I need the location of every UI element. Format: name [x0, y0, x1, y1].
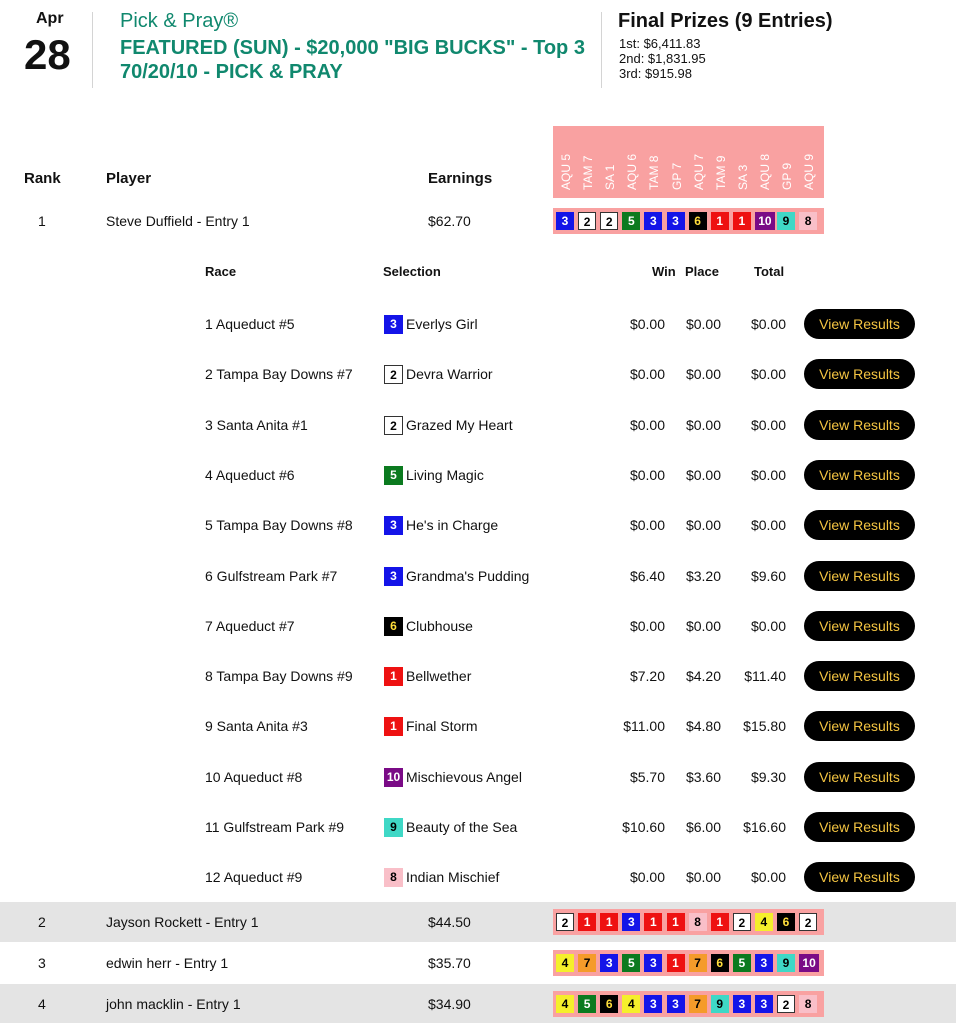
detail-total: $0.00: [750, 869, 786, 886]
pick-number: 3: [667, 995, 685, 1013]
detail-win: $5.70: [629, 768, 665, 785]
prizes-title: Final Prizes (9 Entries): [618, 10, 833, 32]
detail-win: $0.00: [629, 466, 665, 483]
pick-number: 7: [578, 954, 596, 972]
pick-number: 3: [755, 995, 773, 1013]
pick-number: 6: [600, 995, 618, 1013]
earnings-header: Earnings: [428, 170, 493, 187]
detail-race: 9 Santa Anita #3: [205, 718, 308, 735]
pick-number: 3: [644, 995, 662, 1013]
date-day: 28: [24, 31, 71, 78]
pick-number: 10: [799, 954, 819, 972]
pick-number: 1: [711, 212, 729, 230]
player-earnings: $34.90: [428, 996, 471, 1012]
detail-win: $0.00: [629, 617, 665, 634]
detail-total: $15.80: [743, 718, 786, 735]
pick-number: 5: [622, 954, 640, 972]
selection-number-chip: 5: [384, 466, 403, 485]
detail-win: $0.00: [629, 316, 665, 332]
player-rank: 1: [38, 213, 46, 229]
rank-header: Rank: [24, 170, 61, 187]
detail-total: $0.00: [750, 366, 786, 383]
selection-number-chip: 10: [384, 768, 403, 787]
detail-horse-name: He's in Charge: [406, 517, 499, 534]
detail-win: $11.00: [623, 718, 665, 735]
selection-number-chip: 1: [384, 717, 403, 736]
detail-total: $0.00: [750, 316, 786, 332]
detail-race-header: Race: [205, 264, 237, 279]
pick-number: 3: [755, 954, 773, 972]
detail-place: $0.00: [685, 316, 721, 332]
pick-number: 2: [777, 995, 795, 1013]
detail-race: 12 Aqueduct #9: [205, 869, 303, 886]
detail-place: $4.20: [685, 668, 721, 685]
player-earnings: $35.70: [428, 955, 471, 971]
view-results-button[interactable]: View Results: [804, 359, 915, 389]
detail-place-header: Place: [685, 264, 719, 279]
race-column-label: GP 9: [780, 162, 794, 190]
pick-number: 5: [733, 954, 751, 972]
view-results-button[interactable]: View Results: [804, 661, 915, 691]
race-column-label: TAM 9: [713, 155, 728, 190]
pick-strip[interactable]: [553, 208, 824, 234]
pick-number: 1: [711, 913, 729, 931]
detail-place: $0.00: [685, 517, 721, 534]
prize-first: 1st: $6,411.83: [619, 36, 701, 51]
selection-number-chip: 2: [384, 416, 403, 435]
race-column-label: SA 3: [735, 164, 750, 190]
pick-number: 7: [689, 954, 707, 972]
detail-horse-name: Mischievous Angel: [406, 768, 522, 785]
detail-horse-name: Bellwether: [406, 668, 472, 685]
detail-place: $0.00: [685, 617, 721, 634]
detail-race: 2 Tampa Bay Downs #7: [205, 366, 353, 383]
detail-total: $9.30: [750, 768, 786, 785]
detail-total: $16.60: [743, 819, 786, 835]
pick-number: 2: [799, 913, 817, 931]
detail-total: $0.00: [750, 617, 786, 634]
detail-total-header: Total: [754, 264, 785, 279]
pick-strip[interactable]: [553, 991, 824, 1017]
pick-number: 1: [667, 913, 685, 931]
view-results-button[interactable]: View Results: [804, 862, 915, 892]
pick-number: 2: [733, 913, 751, 931]
player-name[interactable]: Steve Duffield - Entry 1: [106, 213, 250, 229]
view-results-button[interactable]: View Results: [804, 611, 915, 641]
detail-race: 4 Aqueduct #6: [205, 466, 295, 483]
pick-number: 1: [644, 913, 662, 931]
race-column-label: TAM 8: [647, 155, 662, 190]
detail-win: $0.00: [629, 366, 665, 383]
pick-number: 3: [733, 995, 751, 1013]
detail-total: $0.00: [750, 466, 786, 483]
detail-win: $6.40: [629, 567, 665, 584]
race-header: [553, 126, 824, 198]
view-results-button[interactable]: View Results: [804, 812, 915, 842]
detail-place: $0.00: [685, 416, 721, 433]
pick-number: 1: [578, 913, 596, 931]
pick-number: 3: [622, 913, 640, 931]
pick-number: 8: [799, 995, 817, 1013]
detail-race: 8 Tampa Bay Downs #9: [205, 668, 353, 685]
selection-number-chip: 3: [384, 567, 403, 586]
pick-number: 2: [556, 913, 574, 931]
race-column-label: GP 7: [669, 162, 684, 190]
detail-horse-name: Beauty of the Sea: [406, 819, 518, 835]
detail-horse-name: Devra Warrior: [406, 366, 493, 383]
race-column-label: AQU 9: [802, 153, 817, 190]
pick-number: 2: [578, 212, 596, 230]
pick-strip[interactable]: [553, 909, 824, 935]
pick-number: 3: [556, 212, 574, 230]
divider: [92, 12, 93, 88]
pick-number: 5: [622, 212, 640, 230]
race-column-label: TAM 7: [581, 155, 596, 190]
detail-race: 7 Aqueduct #7: [205, 617, 295, 634]
pick-number: 6: [689, 212, 707, 230]
detail-horse-name: Final Storm: [406, 718, 478, 735]
view-results-button[interactable]: View Results: [804, 762, 915, 792]
view-results-button[interactable]: View Results: [804, 410, 915, 440]
detail-win: $10.60: [622, 819, 665, 835]
detail-place: $0.00: [685, 869, 721, 886]
view-results-button[interactable]: View Results: [804, 711, 915, 741]
pick-number: 3: [600, 954, 618, 972]
detail-horse-name: Clubhouse: [406, 617, 473, 634]
detail-horse-name: Grandma's Pudding: [406, 567, 530, 584]
detail-place: $0.00: [685, 466, 721, 483]
detail-win: $0.00: [629, 517, 665, 534]
detail-horse-name: Grazed My Heart: [406, 416, 513, 433]
detail-place: $3.60: [685, 768, 721, 785]
detail-total: $0.00: [750, 416, 786, 433]
pick-number: 6: [711, 954, 729, 972]
pick-number: 4: [622, 995, 640, 1013]
pick-number: 1: [600, 913, 618, 931]
race-column-label: AQU 7: [691, 153, 706, 190]
race-column-label: SA 1: [603, 164, 618, 190]
pick-number: 3: [644, 954, 662, 972]
player-rank: 2: [38, 914, 46, 930]
detail-place: $3.20: [685, 567, 721, 584]
detail-win-header: Win: [652, 264, 676, 279]
detail-win: $7.20: [629, 668, 665, 685]
prize-second: 2nd: $1,831.95: [619, 51, 706, 66]
view-results-button[interactable]: View Results: [804, 460, 915, 490]
selection-number-chip: 1: [384, 667, 403, 686]
pick-number: 9: [711, 995, 729, 1013]
pick-number: 8: [799, 212, 817, 230]
player-name[interactable]: Jayson Rockett - Entry 1: [106, 914, 259, 930]
contest-brand: Pick & Pray®: [120, 10, 239, 32]
detail-race: 11 Gulfstream Park #9: [205, 819, 345, 835]
pick-number: 1: [667, 954, 685, 972]
player-name[interactable]: edwin herr - Entry 1: [106, 955, 229, 971]
pick-number: 9: [777, 954, 795, 972]
divider: [601, 12, 602, 88]
player-earnings: $44.50: [428, 914, 471, 930]
detail-selection-header: Selection: [383, 264, 441, 279]
pick-number: 4: [755, 913, 773, 931]
detail-total: $0.00: [750, 517, 786, 534]
detail-horse-name: Living Magic: [406, 466, 484, 483]
pick-number: 4: [556, 995, 574, 1013]
contest-title: FEATURED (SUN) - $20,000 "BIG BUCKS" - Top 3 70/20/10 - PICK & PRAY: [120, 37, 585, 83]
selection-number-chip: 3: [384, 315, 403, 334]
pick-number: 4: [556, 954, 574, 972]
detail-win: $0.00: [629, 416, 665, 433]
detail-total: $9.60: [750, 567, 786, 584]
pick-strip[interactable]: [553, 950, 824, 976]
detail-horse-name: Everlys Girl: [406, 316, 478, 332]
selection-number-chip: 3: [384, 516, 403, 535]
detail-total: $11.40: [744, 668, 786, 685]
pick-number: 9: [777, 212, 795, 230]
pick-number: 1: [733, 212, 751, 230]
player-header: Player: [106, 170, 152, 187]
player-rank: 4: [38, 996, 46, 1012]
view-results-button[interactable]: View Results: [804, 510, 915, 540]
race-column-label: AQU 8: [757, 153, 772, 190]
date-month: Apr: [36, 10, 64, 27]
prize-third: 3rd: $915.98: [619, 66, 693, 81]
player-name[interactable]: john macklin - Entry 1: [106, 996, 241, 1012]
detail-place: $4.80: [685, 718, 721, 735]
selection-number-chip: 6: [384, 617, 403, 636]
selection-number-chip: 8: [384, 868, 403, 887]
detail-race: 5 Tampa Bay Downs #8: [205, 517, 353, 534]
pick-number: 6: [777, 913, 795, 931]
player-rank: 3: [38, 955, 46, 971]
view-results-button[interactable]: View Results: [804, 309, 915, 339]
view-results-button[interactable]: View Results: [804, 561, 915, 591]
pick-number: 3: [667, 212, 685, 230]
selection-number-chip: 9: [384, 818, 403, 837]
detail-place: $0.00: [685, 366, 721, 383]
pick-number: 7: [689, 995, 707, 1013]
selection-number-chip: 2: [384, 365, 403, 384]
detail-race: 3 Santa Anita #1: [205, 416, 308, 433]
race-column-label: AQU 5: [559, 153, 573, 190]
detail-win: $0.00: [629, 869, 665, 886]
detail-race: 1 Aqueduct #5: [205, 316, 295, 332]
race-column-label: AQU 6: [625, 153, 640, 190]
pick-number: 5: [578, 995, 596, 1013]
detail-race: 6 Gulfstream Park #7: [205, 567, 338, 584]
pick-number: 8: [689, 913, 707, 931]
pick-number: 3: [644, 212, 662, 230]
pick-number: 10: [755, 212, 775, 230]
detail-place: $6.00: [685, 819, 721, 835]
player-earnings: $62.70: [428, 213, 471, 229]
detail-horse-name: Indian Mischief: [406, 869, 500, 886]
detail-race: 10 Aqueduct #8: [205, 768, 303, 785]
pick-number: 2: [600, 212, 618, 230]
